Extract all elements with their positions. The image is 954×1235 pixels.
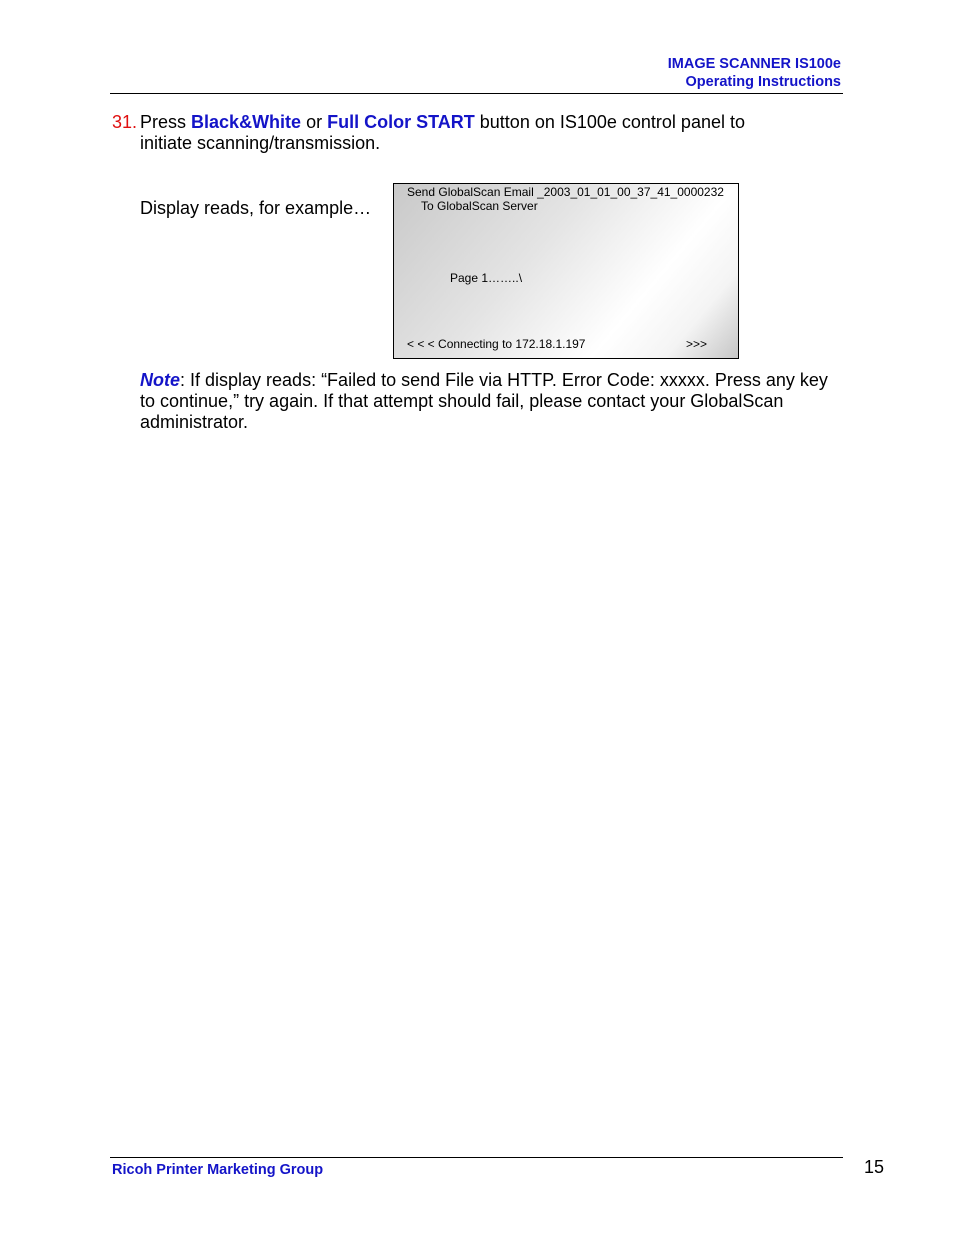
- header-subtitle: Operating Instructions: [685, 74, 841, 90]
- footer-company: Ricoh Printer Marketing Group: [112, 1162, 324, 1178]
- page-header: [110, 55, 843, 94]
- display-label: Display reads, for example…: [140, 198, 372, 218]
- lcd-connection-status: < < < Connecting to 172.18.1.197: [407, 337, 586, 351]
- lcd-page-progress: Page 1……..\: [450, 271, 523, 285]
- bw-button-label: Black&White: [191, 112, 302, 132]
- color-start-button-label: Full Color START: [327, 112, 475, 132]
- step-number: 31.: [112, 112, 138, 132]
- note-text: : If display reads: “Failed to send File via HTTP. Error Code: xxxxx. Press any key to continue,” try again. If that attempt should fail, please contact your GlobalScan administrator.: [140, 370, 828, 432]
- step-press-word: Press: [140, 112, 187, 132]
- step-rest-line2: initiate scanning/transmission.: [140, 133, 381, 153]
- step-or-word: or: [306, 112, 323, 132]
- lcd-destination-line: To GlobalScan Server: [421, 199, 538, 213]
- step-rest-line1: button on IS100e control panel to: [479, 112, 745, 132]
- lcd-arrows: >>>: [686, 337, 708, 351]
- instruction-step: [112, 112, 842, 154]
- note-label: Note: [140, 370, 180, 390]
- page-number: 15: [864, 1157, 885, 1177]
- lcd-send-line: Send GlobalScan Email _2003_01_01_00_37_41_0000232: [407, 185, 724, 199]
- step-text: [140, 112, 842, 154]
- header-product-title: IMAGE SCANNER IS100e: [667, 56, 841, 72]
- page-footer: [110, 1157, 843, 1178]
- note-paragraph: [140, 370, 846, 433]
- lcd-display-panel: [393, 183, 739, 359]
